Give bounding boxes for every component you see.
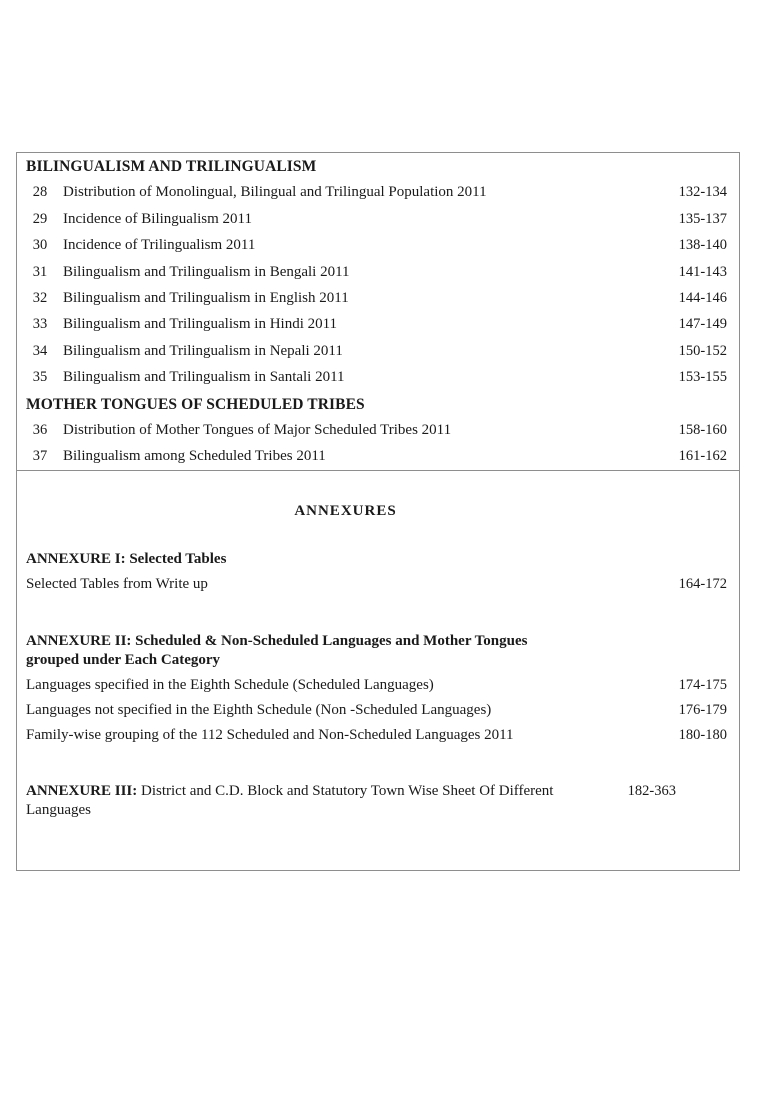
toc-row-pages: 153-155 (678, 369, 727, 386)
document-page-frame (16, 152, 740, 871)
toc-row-pages: 161-162 (678, 448, 727, 465)
annexure-entry-text: Selected Tables from Write up (26, 575, 208, 592)
annexure-iii-body: District and C.D. Block and Statutory Town Wise Sheet Of Different Languages (26, 782, 554, 818)
toc-row-title: Bilingualism and Trilingualism in English 2011 (63, 289, 349, 306)
annexure-iii-pages: 182-363 (627, 782, 676, 799)
annexure-entry-text: Family-wise grouping of the 112 Scheduled and Non-Scheduled Languages 2011 (26, 727, 514, 744)
toc-row-number: 33 (32, 316, 48, 333)
table-row[interactable] (17, 417, 739, 443)
table-row[interactable] (17, 364, 739, 390)
annexure-entry-text: Languages specified in the Eighth Schedule (Scheduled Languages) (26, 676, 434, 693)
annexure-entry-text: Languages not specified in the Eighth Schedule (Non -Scheduled Languages) (26, 702, 492, 718)
section-heading-bilingualism: BILINGUALISM AND TRILINGUALISM (26, 158, 317, 175)
toc-row-number: 29 (32, 210, 48, 227)
annexure-ii-heading (26, 632, 626, 670)
toc-row-number: 34 (32, 342, 48, 359)
toc-row-pages: 135-137 (678, 210, 727, 227)
annexure-i-heading: ANNEXURE I: Selected Tables (26, 550, 227, 567)
toc-row-pages: 144-146 (678, 289, 727, 306)
list-item[interactable] (26, 720, 727, 745)
toc-row-title: Incidence of Bilingualism 2011 (63, 210, 252, 227)
list-item[interactable] (26, 782, 727, 820)
annexure-iii-group (26, 782, 727, 820)
toc-row-number: 28 (32, 184, 48, 201)
annexure-entry-pages: 164-172 (678, 575, 727, 592)
table-row[interactable] (17, 285, 739, 311)
toc-row-number: 36 (32, 421, 48, 438)
toc-row-pages: 147-149 (678, 316, 727, 333)
table-row[interactable] (17, 179, 739, 205)
table-row[interactable] (17, 311, 739, 337)
toc-row-title: Bilingualism and Trilingualism in Bengali 2011 (63, 263, 350, 280)
table-row[interactable] (17, 206, 739, 232)
list-item[interactable] (26, 671, 727, 695)
annexure-i-group (26, 550, 727, 595)
toc-row-pages: 141-143 (678, 263, 727, 280)
toc-row-title: Bilingualism among Scheduled Tribes 2011 (63, 448, 326, 465)
toc-row-title: Distribution of Mother Tongues of Major Scheduled Tribes 2011 (63, 421, 452, 438)
table-row[interactable] (17, 443, 739, 469)
list-item[interactable] (26, 695, 727, 720)
annexure-ii-group (26, 632, 727, 746)
list-item[interactable] (26, 569, 727, 594)
toc-row-pages: 132-134 (678, 184, 727, 201)
annexure-ii-heading-line-1: ANNEXURE II: Scheduled & Non-Scheduled Languages and Mother Tongues (26, 633, 528, 650)
toc-row-pages: 158-160 (678, 421, 727, 438)
toc-row-number: 37 (32, 448, 48, 465)
annexure-entry-pages: 176-179 (678, 702, 727, 718)
toc-row-title: Bilingualism and Trilingualism in Nepali 2011 (63, 342, 343, 359)
annexures-banner-heading: ANNEXURES (294, 502, 397, 519)
toc-row-title: Bilingualism and Trilingualism in Santali 2011 (63, 369, 345, 386)
section-heading-mother-tongues: MOTHER TONGUES OF SCHEDULED TRIBES (26, 395, 365, 413)
toc-row-number: 35 (32, 369, 48, 386)
annexure-iii-lead: ANNEXURE III: (26, 782, 138, 799)
table-of-contents-block (17, 153, 739, 471)
toc-row-title: Distribution of Monolingual, Bilingual and Trilingual Population 2011 (63, 184, 487, 201)
toc-row-title: Incidence of Trilingualism 2011 (63, 237, 256, 254)
annexure-iii-text (26, 782, 598, 820)
toc-row-number: 31 (32, 263, 48, 280)
table-row[interactable] (17, 259, 739, 285)
annexures-block (17, 503, 739, 821)
toc-row-pages: 150-152 (678, 342, 727, 359)
table-row[interactable] (17, 338, 739, 364)
annexure-entry-pages: 180-180 (678, 727, 727, 744)
toc-row-pages: 138-140 (678, 237, 727, 254)
toc-row-number: 32 (32, 289, 48, 306)
toc-row-number: 30 (32, 237, 48, 254)
table-row[interactable] (17, 232, 739, 258)
annexure-entry-pages: 174-175 (678, 676, 727, 693)
annexure-ii-heading-line-2: grouped under Each Category (26, 652, 221, 669)
toc-row-title: Bilingualism and Trilingualism in Hindi 2011 (63, 316, 338, 333)
